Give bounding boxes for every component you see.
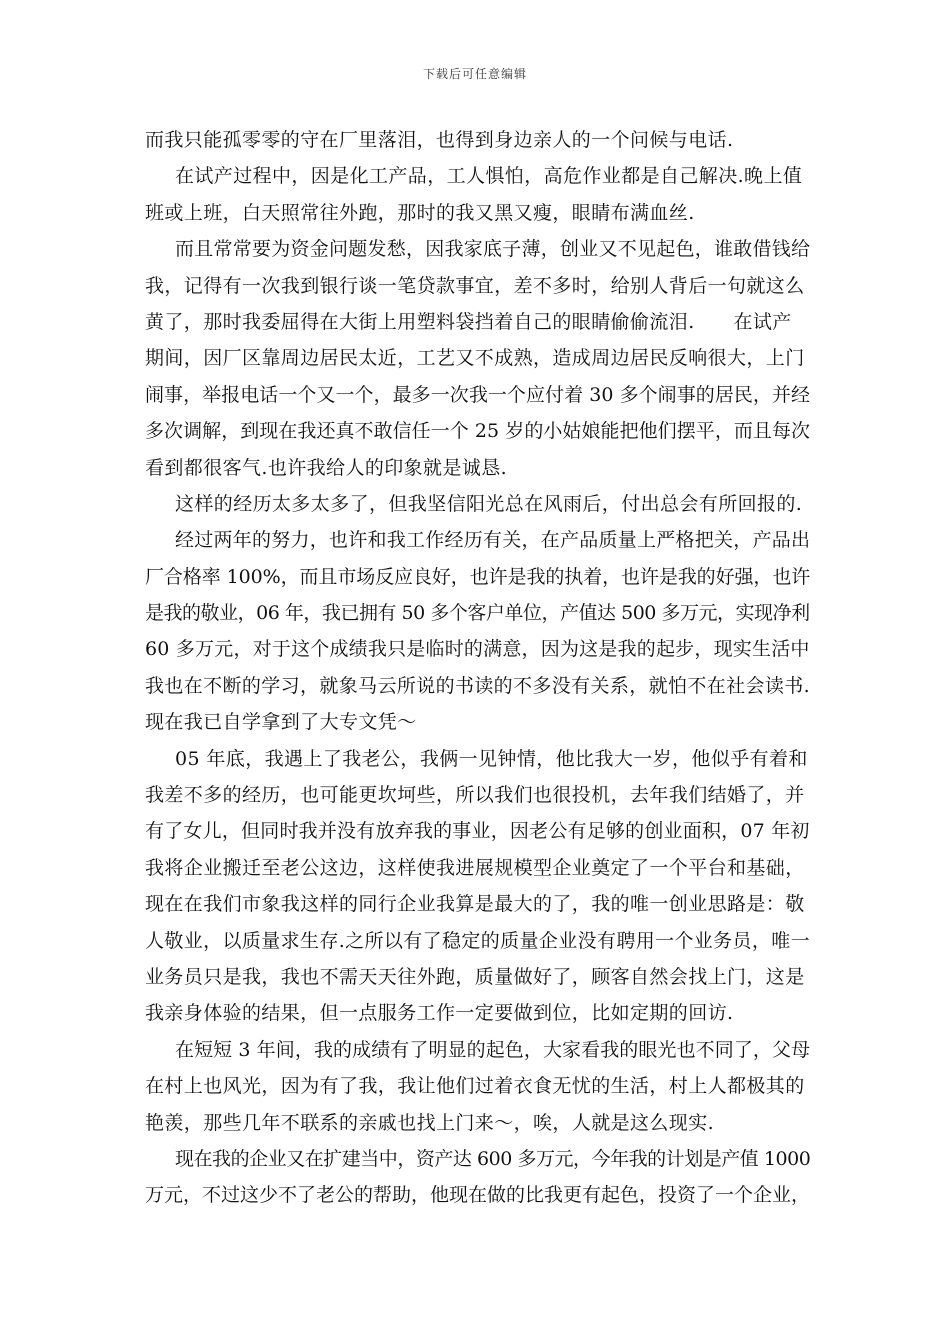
text-line: 在村上也风光，因为有了我，我让他们过着衣食无忧的生活，村上人都极其的: [145, 1075, 805, 1098]
body-text: [145, 122, 810, 1214]
text-line: 班或上班，白天照常往外跑，那时的我又黑又瘦，眼睛布满血丝.: [145, 201, 695, 224]
text-line: 现在我的企业又在扩建当中，资产达 600 多万元，今年我的计划是产值 1000: [175, 1147, 811, 1170]
text-line: 看到都很客气.也许我给人的印象就是诚恳.: [145, 456, 508, 479]
text-line: 人敬业，以质量求生存.之所以有了稳定的质量企业没有聘用一个业务员，唯一: [145, 929, 811, 952]
text-line: 现在我已自学拿到了大专文凭～: [145, 711, 417, 734]
text-line: 万元，不过这少不了老公的帮助，他现在做的比我更有起色，投资了一个企业，: [145, 1184, 811, 1207]
page-header: 下载后可任意编辑: [422, 67, 527, 81]
text-line: 我将企业搬迁至老公这边，这样使我进展规模型企业奠定了一个平台和基础，: [145, 856, 805, 879]
text-line: 期间，因厂区靠周边居民太近，工艺又不成熟，造成周边居民反响很大，上门: [145, 347, 805, 370]
text-line: 这样的经历太多太多了，但我坚信阳光总在风雨后，付出总会有所回报的.: [175, 492, 803, 515]
text-line: 我差不多的经历，也可能更坎坷些，所以我们也很投机，去年我们结婚了，并: [145, 784, 805, 807]
text-line: 经过两年的努力，也许和我工作经历有关，在产品质量上严格把关，产品出: [175, 529, 811, 552]
text-line: 艳羡，那些几年不联系的亲戚也找上门来～，唉，人就是这么现实.: [145, 1111, 715, 1134]
text-line: 有了女儿，但同时我并没有放弃我的事业，因老公有足够的创业面积，07 年初: [145, 820, 810, 843]
text-line: 是我的敬业，06 年，我已拥有 50 多个客户单位，产值达 500 多万元，实现净利: [145, 602, 810, 625]
text-line: 05 年底，我遇上了我老公，我俩一见钟情，他比我大一岁，他似乎有着和: [175, 747, 808, 770]
text-line: 而我只能孤零零的守在厂里落泪，也得到身边亲人的一个问候与电话.: [145, 129, 734, 151]
text-line: 在试产过程中，因是化工产品，工人惧怕，高危作业都是自己解决.晚上值: [175, 165, 803, 188]
text-line: 60 多万元，对于这个成绩我只是临时的满意，因为这是我的起步，现实生活中: [145, 638, 810, 661]
text-line: 我亲身体验的结果，但一点服务工作一定要做到位，比如定期的回访.: [145, 1002, 734, 1025]
text-line: 我也在不断的学习，就象马云所说的书读的不多没有关系，就怕不在社会读书.: [145, 674, 811, 697]
text-line: 而且常常要为资金问题发愁，因我家底子薄，创业又不见起色，谁敢借钱给: [175, 238, 811, 261]
text-line: 我，记得有一次我到银行谈一笔贷款事宜，差不多时，给别人背后一句就这么: [145, 274, 805, 297]
text-line: 业务员只是我，我也不需天天往外跑，质量做好了，顾客自然会找上门，这是: [145, 965, 805, 988]
text-line: 厂合格率 100%，而且市场反应良好，也许是我的执着，也许是我的好强，也许: [145, 565, 811, 588]
text-line: 多次调解，到现在我还真不敢信任一个 25 岁的小姑娘能把他们摆平，而且每次: [145, 420, 811, 443]
text-line: 闹事，举报电话一个又一个，最多一次我一个应付着 30 多个闹事的居民，并经: [145, 383, 811, 406]
text-line: 现在在我们市象我这样的同行企业我算是最大的了，我的唯一创业思路是：敬: [145, 893, 805, 916]
text-line: 在短短 3 年间，我的成绩有了明显的起色，大家看我的眼光也不同了，父母: [175, 1038, 811, 1061]
text-line: 黄了，那时我委屈得在大街上用塑料袋挡着自己的眼睛偷偷流泪. 在试产: [145, 310, 792, 333]
